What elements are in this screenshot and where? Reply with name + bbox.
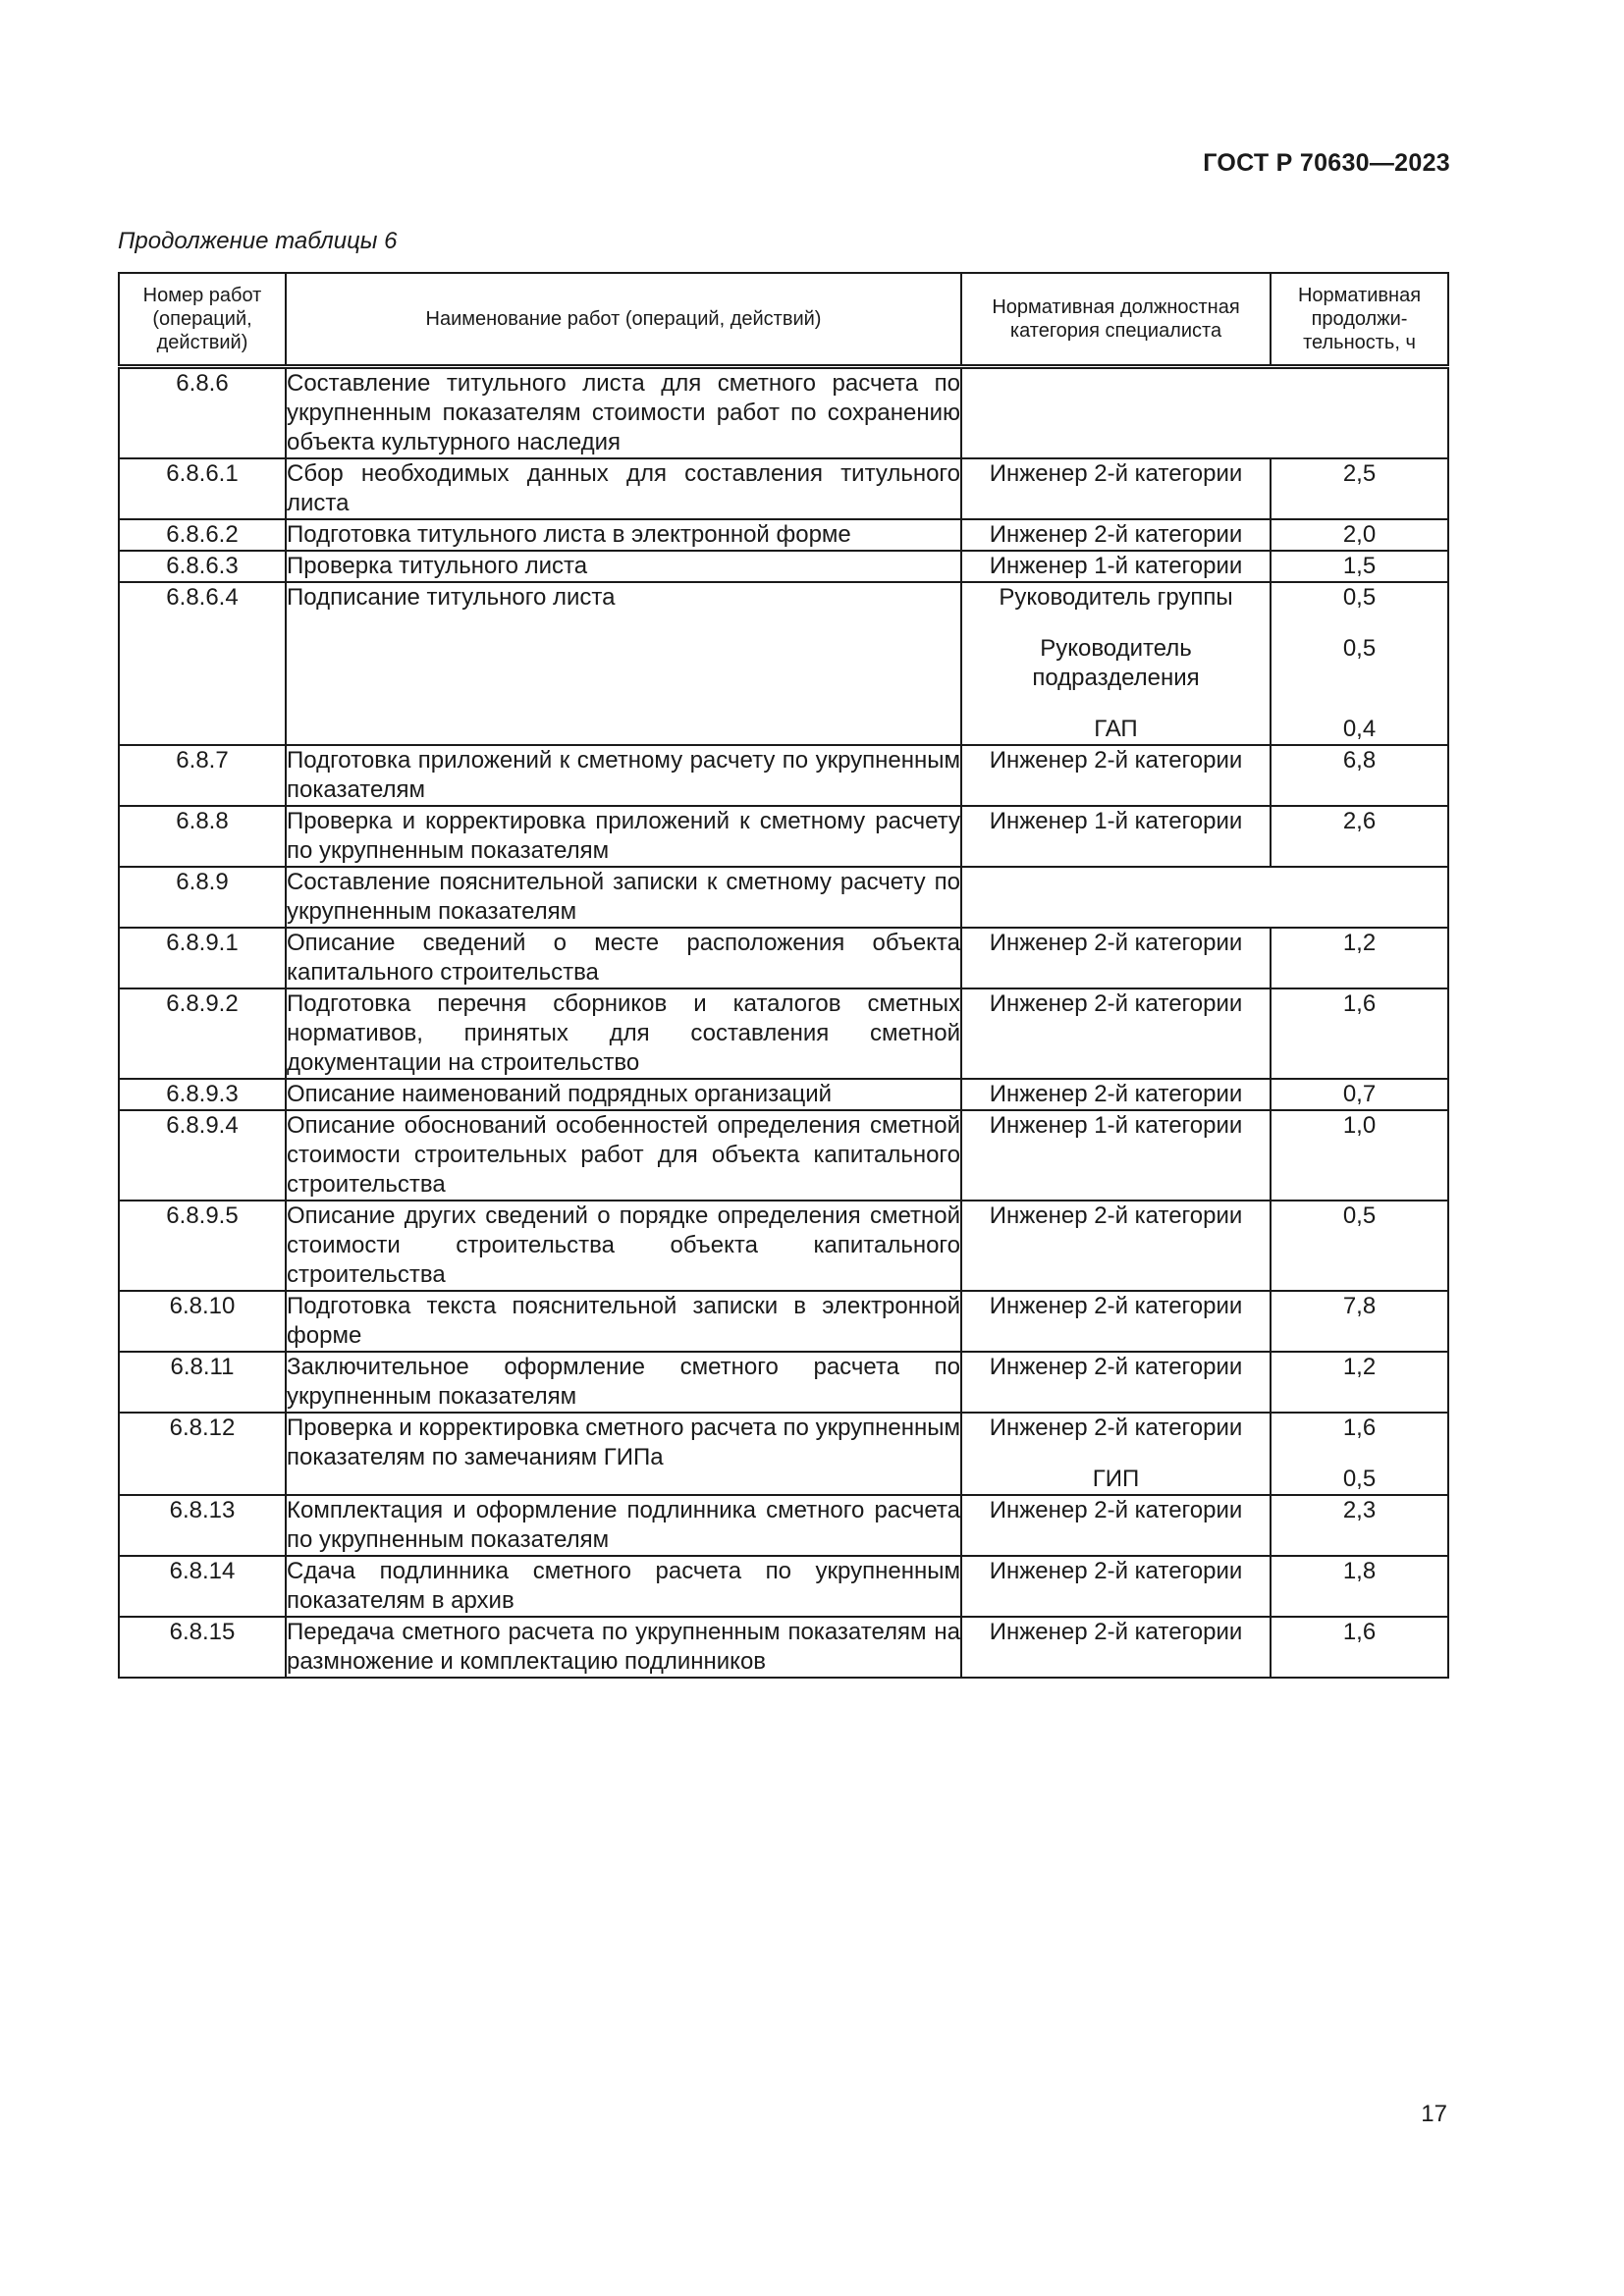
duration-entry: 0,4 [1342,716,1377,742]
row-number: 6.8.12 [119,1413,286,1495]
row-work-name: Комплектация и оформление подлинника сметного расчета по укрупненным показателям [286,1495,961,1556]
row-number: 6.8.6.3 [119,551,286,582]
column-header-name: Наименование работ (операций, действий) [286,273,961,367]
category-entry: ГАП [1094,716,1138,742]
table-row [119,1352,1448,1413]
table-row [119,867,1448,928]
row-category [961,1110,1271,1201]
category-entry: Инженер 2-й категории [989,1081,1243,1107]
duration-entry: 0,5 [1342,584,1377,611]
row-work-name: Подготовка текста пояснительной записки в электронной форме [286,1291,961,1352]
row-work-name: Сбор необходимых данных для составления титульного листа [286,458,961,519]
category-entry: Инженер 2-й категории [989,1293,1243,1319]
page-number: 17 [1421,2101,1447,2127]
category-entry: Инженер 2-й категории [989,1202,1243,1229]
header-row [119,273,1448,367]
duration-entry: 0,7 [1342,1081,1377,1107]
duration-entry: 2,5 [1342,460,1377,487]
row-duration [1271,1291,1448,1352]
row-work-name: Проверка и корректировка приложений к сметному расчету по укрупненным показателям [286,806,961,867]
row-category [961,582,1271,745]
row-duration [1271,458,1448,519]
category-entry: Инженер 2-й категории [989,990,1243,1017]
row-work-name: Описание других сведений о порядке определения сметной стоимости строительства объекта капитального строительства [286,1201,961,1291]
row-category [961,1556,1271,1617]
row-duration [1271,1617,1448,1678]
table-row [119,458,1448,519]
table-row [119,1291,1448,1352]
row-number: 6.8.15 [119,1617,286,1678]
row-duration [1271,1352,1448,1413]
table-row [119,551,1448,582]
table-row [119,1201,1448,1291]
category-entry: Инженер 2-й категории [989,1619,1243,1645]
duration-entry: 1,0 [1342,1112,1377,1139]
row-work-name: Проверка и корректировка сметного расчета по укрупненным показателям по замечаниям ГИПа [286,1413,961,1495]
category-entry: Инженер 2-й категории [989,1497,1243,1523]
row-category [961,519,1271,551]
table-row [119,928,1448,988]
category-entry: ГИП [1092,1466,1140,1492]
category-entry: Руководитель группы [999,584,1233,611]
column-header-number: Номер работ (операций, действий) [119,273,286,367]
duration-entry: 2,0 [1342,521,1377,548]
row-category [961,1617,1271,1678]
row-duration [1271,1079,1448,1110]
row-category [961,1201,1271,1291]
row-work-name: Подготовка приложений к сметному расчету по укрупненным показателям [286,745,961,806]
row-category [961,551,1271,582]
duration-entry: 1,2 [1342,930,1377,956]
category-entry: Инженер 2-й категории [989,521,1243,548]
category-entry: Инженер 2-й категории [989,747,1243,774]
column-header-duration: Нормативная продолжи-тельность, ч [1271,273,1448,367]
row-duration [1271,1556,1448,1617]
row-number: 6.8.7 [119,745,286,806]
row-duration [1271,1201,1448,1291]
duration-entry: 1,2 [1342,1354,1377,1380]
row-category [961,745,1271,806]
table-row [119,519,1448,551]
row-work-name: Заключительное оформление сметного расчета по укрупненным показателям [286,1352,961,1413]
row-work-name: Подготовка перечня сборников и каталогов сметных нормативов, принятых для составления сметной документации на строительство [286,988,961,1079]
row-empty-cell [961,867,1448,928]
row-work-name: Описание обоснований особенностей определения сметной стоимости строительных работ для объекта капитального строительства [286,1110,961,1201]
row-work-name: Составление титульного листа для сметного расчета по укрупненным показателям стоимости работ по сохранению объекта культурного наследия [286,367,961,459]
row-duration [1271,1413,1448,1495]
table-row [119,1495,1448,1556]
row-work-name: Сдача подлинника сметного расчета по укрупненным показателям в архив [286,1556,961,1617]
document-code: ГОСТ Р 70630—2023 [1203,149,1450,177]
row-empty-cell [961,367,1448,459]
row-number: 6.8.6.2 [119,519,286,551]
row-number: 6.8.9.2 [119,988,286,1079]
row-number: 6.8.9.5 [119,1201,286,1291]
duration-entry: 1,6 [1342,1415,1377,1441]
row-number: 6.8.9 [119,867,286,928]
row-number: 6.8.14 [119,1556,286,1617]
duration-entry: 0,5 [1342,1466,1377,1492]
works-table [118,272,1449,1679]
row-duration [1271,745,1448,806]
category-entry: Инженер 2-й категории [989,1415,1243,1441]
row-number: 6.8.9.3 [119,1079,286,1110]
table-row [119,988,1448,1079]
row-work-name: Составление пояснительной записки к сметному расчету по укрупненным показателям [286,867,961,928]
row-category [961,1413,1271,1495]
row-duration [1271,1110,1448,1201]
duration-entry: 0,5 [1342,635,1377,662]
row-category [961,1495,1271,1556]
duration-entry: 2,3 [1342,1497,1377,1523]
row-work-name: Подписание титульного листа [286,582,961,745]
table-row [119,745,1448,806]
table-row [119,1617,1448,1678]
category-entry: Руководитель подразделения [1032,635,1200,691]
duration-entry: 1,6 [1342,1619,1377,1645]
row-category [961,806,1271,867]
duration-entry: 2,6 [1342,808,1377,834]
duration-entry: 0,5 [1342,1202,1377,1229]
duration-entry: 1,6 [1342,990,1377,1017]
row-duration [1271,988,1448,1079]
category-entry: Инженер 1-й категории [989,1112,1243,1139]
table-body [119,367,1448,1679]
row-category [961,928,1271,988]
table-row [119,1413,1448,1495]
row-number: 6.8.13 [119,1495,286,1556]
row-number: 6.8.6.4 [119,582,286,745]
row-category [961,1352,1271,1413]
row-category [961,1291,1271,1352]
category-entry: Инженер 2-й категории [989,930,1243,956]
category-entry: Инженер 2-й категории [989,460,1243,487]
category-entry: Инженер 1-й категории [989,553,1243,579]
row-work-name: Описание наименований подрядных организаций [286,1079,961,1110]
row-number: 6.8.6.1 [119,458,286,519]
row-duration [1271,551,1448,582]
row-duration [1271,806,1448,867]
duration-entry: 1,8 [1342,1558,1377,1584]
table-header [119,273,1448,367]
row-work-name: Описание сведений о месте расположения объекта капитального строительства [286,928,961,988]
duration-entry: 7,8 [1342,1293,1377,1319]
row-number: 6.8.11 [119,1352,286,1413]
table-row [119,1556,1448,1617]
category-entry: Инженер 2-й категории [989,1354,1243,1380]
duration-entry: 6,8 [1342,747,1377,774]
table-row [119,1079,1448,1110]
row-category [961,988,1271,1079]
category-entry: Инженер 1-й категории [989,808,1243,834]
row-number: 6.8.9.4 [119,1110,286,1201]
category-entry: Инженер 2-й категории [989,1558,1243,1584]
column-header-category: Нормативная должностная категория специалиста [961,273,1271,367]
table-row [119,367,1448,459]
row-work-name: Подготовка титульного листа в электронной форме [286,519,961,551]
table-row [119,1110,1448,1201]
row-category [961,458,1271,519]
row-work-name: Проверка титульного листа [286,551,961,582]
row-number: 6.8.9.1 [119,928,286,988]
row-duration [1271,1495,1448,1556]
row-number: 6.8.8 [119,806,286,867]
row-category [961,1079,1271,1110]
row-number: 6.8.10 [119,1291,286,1352]
table-caption: Продолжение таблицы 6 [118,228,398,254]
table-row [119,582,1448,745]
row-number: 6.8.6 [119,367,286,459]
row-work-name: Передача сметного расчета по укрупненным показателям на размножение и комплектацию подлинников [286,1617,961,1678]
row-duration [1271,519,1448,551]
row-duration [1271,582,1448,745]
table-row [119,806,1448,867]
row-duration [1271,928,1448,988]
duration-entry: 1,5 [1342,553,1377,579]
